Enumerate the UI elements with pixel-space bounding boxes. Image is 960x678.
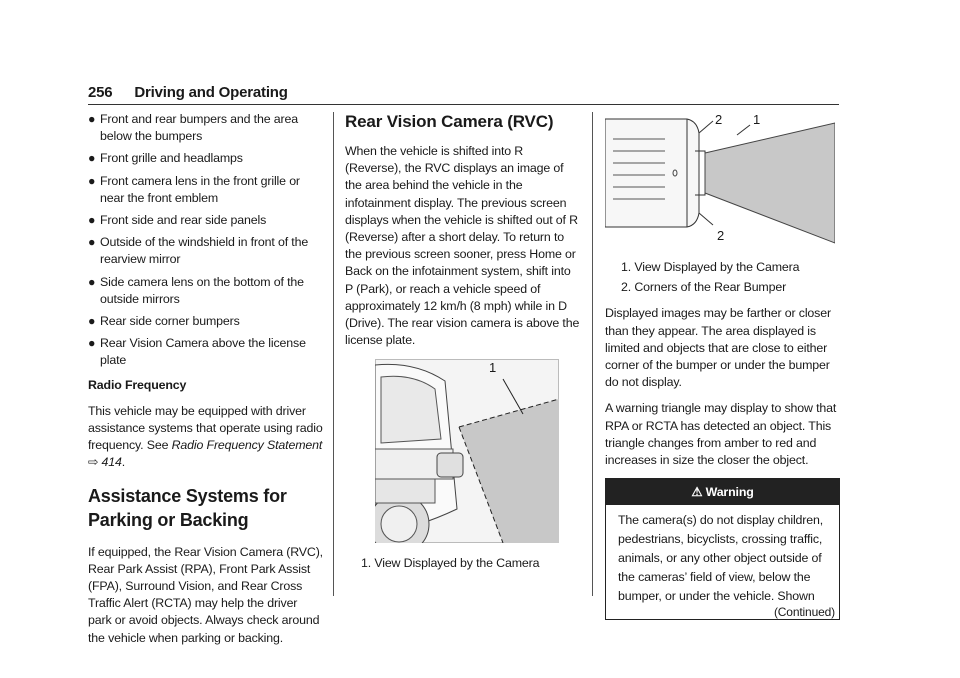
page-number: 256	[88, 84, 113, 101]
assistance-heading: Assistance Systems for Parking or Backing	[88, 485, 287, 530]
warning-header: ⚠ Warning	[606, 479, 839, 505]
figure-caption: 1. View Displayed by the Camera	[361, 556, 540, 571]
cross-reference-link[interactable]: Radio Frequency Statement	[171, 438, 323, 453]
section-title: Driving and Operating	[134, 84, 288, 101]
list-item: ● Front side and rear side panels	[88, 213, 267, 228]
list-item: ● Outside of the windshield in front of the rearview mirror	[88, 235, 309, 267]
warning-triangle-icon: ⚠	[691, 485, 703, 500]
warning-box	[605, 478, 840, 620]
rvc-heading: Rear Vision Camera (RVC)	[345, 112, 554, 131]
page-reference[interactable]: 414	[101, 455, 122, 470]
camera-view-figure	[605, 111, 835, 251]
rvc-text: When the vehicle is shifted into R (Reverse), the RVC displays an image of the area behind the vehicle in the infotainment display. The previous screen displays when the vehicle is shifted out of R (Reverse) after a short delay. To return to the previous screen sooner, press Home or Back on the infotainment system, shift into P (Park), or reach a vehicle speed of approximately 12 km/h (8 mph) while in D (Drive). The rear vision camera is above the license plate.	[345, 144, 580, 348]
right-column	[605, 111, 840, 620]
column-divider	[592, 112, 593, 596]
warning-text: The camera(s) do not display children, pedestrians, bicyclists, crossing traffic, animals, or any other object outside of the cameras’ field of view, below the bumper, or under the vehicle. Shown	[618, 513, 824, 604]
list-item: ● Front grille and headlamps	[88, 151, 243, 166]
list-item: ● Front and rear bumpers and the area below the bumpers	[88, 112, 298, 144]
paragraph: A warning triangle may display to show that RPA or RCTA has detected an object. This triangle changes from amber to red and increases in size the closer the object.	[605, 401, 837, 468]
left-column	[88, 111, 323, 656]
assistance-text: If equipped, the Rear Vision Camera (RVC), Rear Park Assist (RPA), Front Park Assist (FPA), Surround Vision, and Rear Cross Traffic Alert (RCTA) may help the driver park or avoid objects. Always check around the vehicle when parking or backing.	[88, 544, 323, 645]
list-item: ● Front camera lens in the front grille or near the front emblem	[88, 173, 300, 205]
continued-label: (Continued)	[773, 605, 835, 620]
list-item: ● Rear side corner bumpers	[88, 314, 240, 329]
column-divider	[333, 112, 334, 596]
vehicle-rear-illustration	[375, 359, 559, 543]
page-header	[88, 84, 288, 101]
paragraph: Displayed images may be farther or closer than they appear. The area displayed is limited and objects that are close to either corner of the bumper or under the bumper do not display.	[605, 306, 831, 390]
list-item: ● Side camera lens on the bottom of the outside mirrors	[88, 274, 304, 306]
radio-frequency-heading: Radio Frequency	[88, 377, 187, 392]
figure-callout: 2	[715, 112, 723, 127]
figure-callout: 2	[717, 228, 725, 243]
rear-camera-figure	[375, 359, 559, 543]
figure-caption: 1. View Displayed by the Camera	[621, 260, 800, 274]
figure-caption: 2. Corners of the Rear Bumper	[621, 280, 787, 295]
header-rule	[88, 104, 839, 105]
figure-callout: 1	[753, 112, 761, 127]
list-item: ● Rear Vision Camera above the license plate	[88, 336, 306, 368]
page-ref-icon: ⇨	[88, 455, 99, 470]
figure-callout: 1	[489, 360, 497, 376]
middle-column	[345, 111, 580, 576]
radio-frequency-text: This vehicle may be equipped with driver assistance systems that operate using radio frequency. See Radio Frequency Statement ⇨ 414.	[88, 403, 323, 470]
